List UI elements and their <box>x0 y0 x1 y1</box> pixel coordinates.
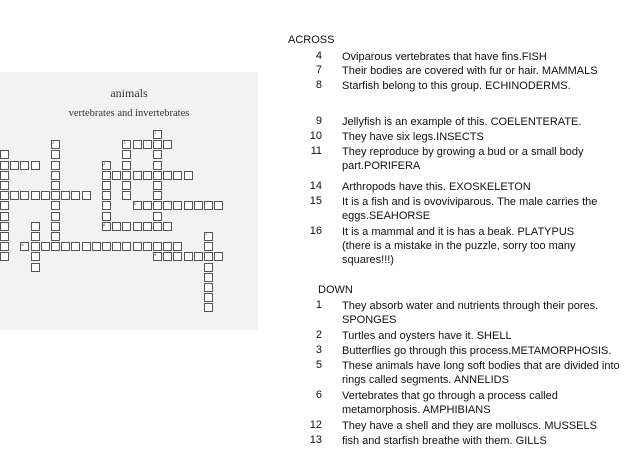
puzzle-title: animals <box>110 86 148 100</box>
across-clue-number: 15 <box>309 195 322 207</box>
down-clue-number: 6 <box>315 389 322 401</box>
down-clue-number: 13 <box>309 434 322 446</box>
across-clue-text-cont: eggs.SEAHORSE <box>342 210 431 222</box>
crossword-cell-number: 3 <box>123 140 126 146</box>
across-clue-number: 7 <box>315 64 322 76</box>
down-clue-number: 12 <box>309 419 322 431</box>
down-clue-number: 2 <box>315 329 322 341</box>
down-clue-number: 1 <box>315 299 322 311</box>
across-clue-text: Jellyfish is an example of this. COELENTERATE. <box>342 116 582 128</box>
puzzle-subtitle: vertebrates and invertebrates <box>68 108 190 119</box>
across-clue-text: Oviparous vertebrates that have fins.FISH <box>342 51 547 63</box>
crossword-cell-number: 8 <box>21 242 24 248</box>
down-clue-number: 3 <box>315 344 322 356</box>
crossword-cell-number: 4 <box>103 160 106 166</box>
down-clue-text: Vertebrates that go through a process called <box>342 390 558 402</box>
down-clue-text: They have a shell and they are molluscs. MUSSELS <box>342 420 597 432</box>
down-clue-text-cont: metamorphosis. AMPHIBIANS <box>342 404 491 416</box>
down-clue-text: Butterflies go through this process.METAMORPHOSIS. <box>342 345 612 357</box>
down-clue-text-cont: rings called segments. ANNELIDS <box>342 374 509 386</box>
across-clue-text: Arthropods have this. EXOSKELETON <box>342 181 531 193</box>
down-clue-text-cont: SPONGES <box>342 314 397 326</box>
down-clue-text: Turtles and oysters have it. SHELL <box>342 330 512 342</box>
down-clue-text: fish and starfish breathe with them. GILLS <box>342 435 547 447</box>
across-clue-number: 8 <box>315 79 322 91</box>
across-clue-text-cont: (there is a mistake in the puzzle, sorry too many <box>342 240 576 252</box>
across-clue-text: Starfish belong to this group. ECHINODERMS. <box>342 80 571 92</box>
across-clue-text: They have six legs.INSECTS <box>342 131 484 143</box>
crossword-cell-number: 2 <box>52 140 55 146</box>
across-clue-number: 9 <box>315 115 322 127</box>
across-clue-number: 11 <box>310 145 322 157</box>
across-clue-text: Their bodies are covered with fur or hair. MAMMALS <box>342 65 598 77</box>
crossword-cell-number: 9 <box>154 252 157 258</box>
across-clue-number: 16 <box>309 225 322 237</box>
across-clue-text-cont: squares!!!) <box>342 254 394 266</box>
across-clue-text: They reproduce by growing a bud or a small body <box>342 146 584 158</box>
crossword-cell-number: 5 <box>133 201 136 207</box>
across-clue-number: 4 <box>315 50 322 62</box>
down-clue-text: They absorb water and nutrients through their pores. <box>342 300 599 312</box>
across-clue-text-cont: part.PORIFERA <box>342 160 421 172</box>
crossword-cell-number: 1 <box>154 130 157 135</box>
across-clue-text: It is a mammal and it is has a beak. PLATYPUS <box>342 226 575 238</box>
across-clue-text: It is a fish and is ovoviviparous. The male carries the <box>342 196 598 208</box>
down-clue-text: These animals have long soft bodies that are divided into <box>342 360 620 372</box>
crossword-cell-number: 6 <box>103 221 106 227</box>
crossword-cell-number: 7 <box>205 232 208 237</box>
across-clue-number: 10 <box>309 130 322 142</box>
across-clue-number: 14 <box>309 180 322 192</box>
down-clue-number: 5 <box>315 359 322 371</box>
across-heading: ACROSS <box>288 34 335 46</box>
down-heading: DOWN <box>318 284 353 296</box>
